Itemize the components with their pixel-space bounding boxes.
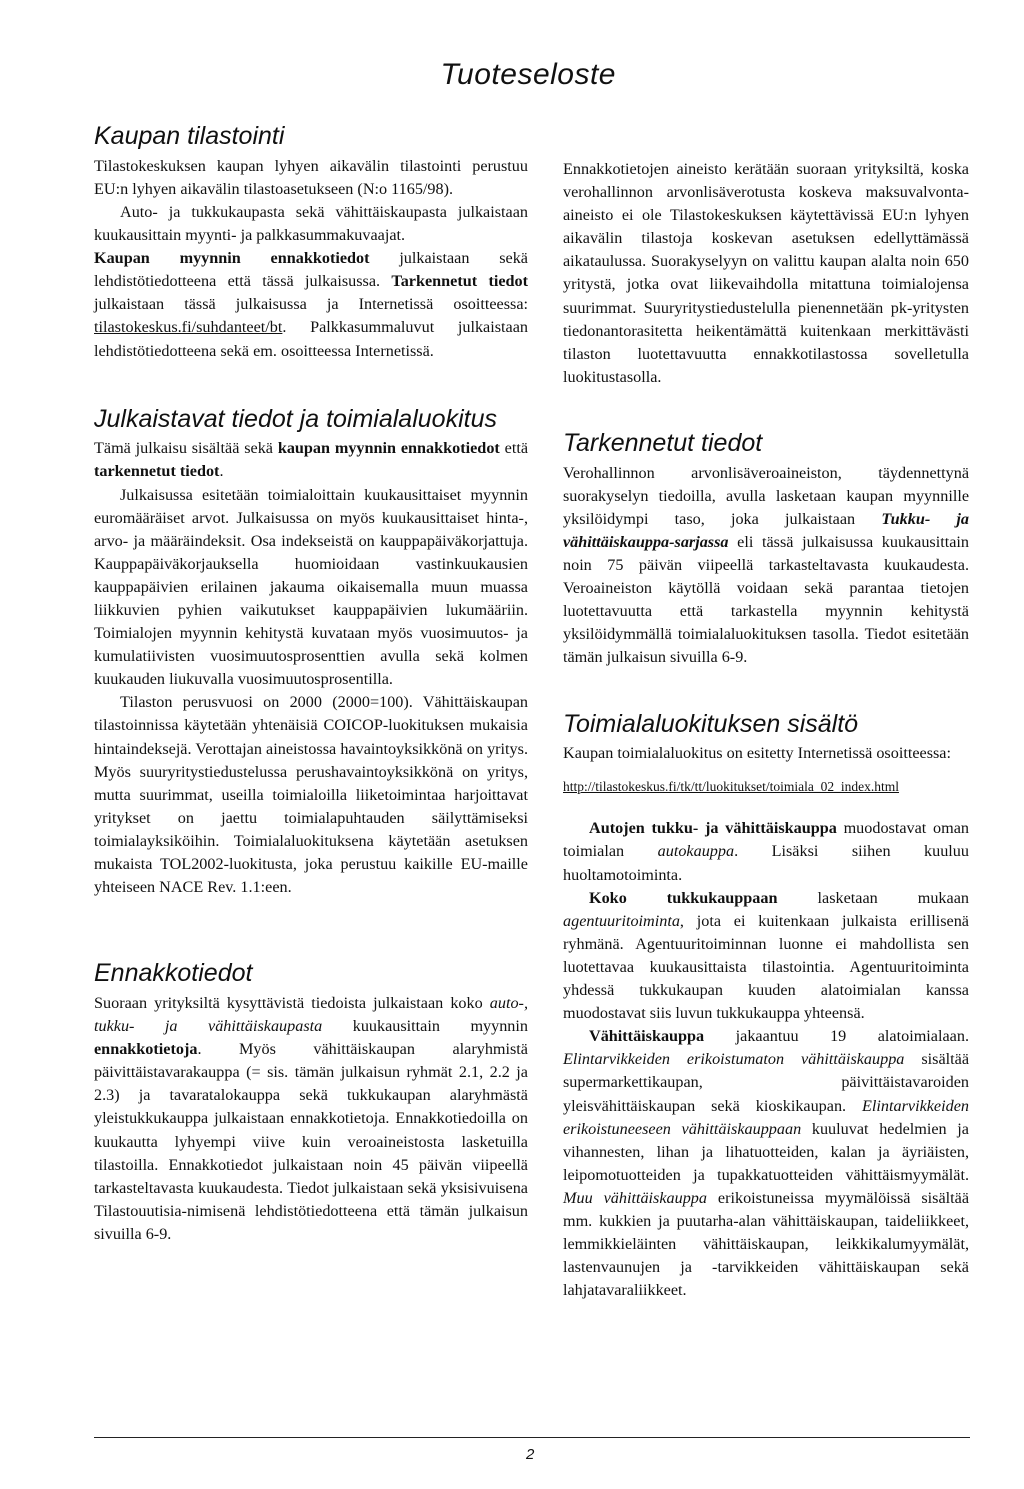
bold-term: Autojen tukku- ja vähittäiskauppa <box>589 819 837 838</box>
italic-term: Elintarvikkeiden erikoistumaton vähittäiskauppa <box>563 1050 905 1069</box>
text-run: Verohallinnon arvonlisäveroaineiston, täydennettynä suorakyselyn tiedoilla, avulla lasketaan kaupan myynnille yksilöidympi taso, joka julkaistaan <box>563 463 969 528</box>
section-heading: Toimialaluokituksen sisältö <box>563 709 859 738</box>
text-run: kuukausittain myynnin <box>322 1017 528 1036</box>
text-run: jakaantuu 19 alatoimialaan. <box>704 1027 969 1046</box>
italic-term: autokauppa <box>657 842 735 861</box>
text-run: erikoistuneissa myymälöissä sisältää mm. kukkien ja puutarha-alan vähittäiskaupan, taideliikkeet, lemmikkieläinten vähittäiskaupan, leikkikalumyymälät, lastenvaunujen ja -tarvikkeiden vähittäiskaupan sekä lahjatavaraliikkeet. <box>563 1188 969 1300</box>
section-toimialaluokituksen-sisalto <box>563 710 969 1303</box>
text-run: julkaistaan tässä julkaisussa ja Internetissä osoitteessa: <box>94 295 528 314</box>
paragraph: Ennakkotietojen aineisto kerätään suoraan yrityksiltä, koska verohallinnon arvonlisäverotusta koskeva maksuvalvonta-aineisto ei ole Tilastokeskuksen käytettävissä EU:n lyhyen aikavälin tilastoja koskevan asetuksen edellyttämässä aikataulussa. Suorakyselyyn on valittu kaupan alalta noin 650 yritystä, jotka ovat liikevaihdolla mitattuna toimialojensa suurimmat. Suuryritystiedustelulla pienennetään pk-yritysten tiedonantorasitetta heikentämättä kuitenkaan merkittävästi tilaston luotettavuutta ennakkotilastossa sovelletulla luokitustasolla. <box>563 160 969 386</box>
paragraph <box>563 887 969 1026</box>
page-header-title: Tuoteseloste <box>440 58 616 91</box>
section-heading: Ennakkotiedot <box>94 959 253 988</box>
bold-term: Vähittäiskauppa <box>589 1027 705 1046</box>
bold-italic-term: Tukku- ja vähittäiskauppa-sarjassa <box>563 509 969 551</box>
paragraph: Auto- ja tukkukaupasta sekä vähittäiskaupasta julkaistaan kuukausittain myynti- ja palkkasummakuvaajat. <box>94 202 528 245</box>
italic-term: Muu vähittäiskauppa <box>563 1188 707 1207</box>
bold-term: tarkennetut tiedot <box>94 462 220 481</box>
text-run: . <box>219 462 224 481</box>
bold-term: Kaupan myynnin ennakkotiedot <box>94 249 370 268</box>
text-run: että <box>499 439 529 458</box>
section-ennakkotiedot <box>94 959 528 1246</box>
paragraph: Julkaisussa esitetään toimialoittain kuukausittaiset myynnin euromääräiset arvot. Julkaisussa on myös kuukausittaiset hinta-, arvo- ja määräindeksit. Osa indekseistä on kauppapäiväkorjattuja. Kauppapäiväkorjauksella huomioidaan vastinkuukausien kauppapäivien erilainen jakauma oikaisemalla muun muassa liikkuvien pyhien vaikutukset kauppapäivien lukumääriin. Toimialojen myynnin kehitystä kuvataan myös vuosimuutos- ja kumulatiivisten vuosimuutosprosenttien avulla sekä kolmen kuukauden liukuvalla vuosimuutosprosentilla. <box>94 485 528 689</box>
left-column <box>94 122 528 1286</box>
paragraph: Kaupan toimialaluokitus on esitetty Internetissä osoitteessa: <box>563 744 951 763</box>
section-julkaistavat-tiedot <box>94 405 528 900</box>
section-heading: Julkaistavat tiedot ja toimialaluokitus <box>94 404 497 433</box>
text-run: eli tässä julkaisussa kuukausittain noin 75 päivän viipeellä tarkasteltavasta kuukaudesta. Veroaineiston käytöllä voidaan sekä parantaa tietojen luotettavuutta että tarkastella myynnin kehitystä yksilöidymmällä toimialaluokituksen tasolla. Tiedot esitetään tämän julkaisun sivuilla 6-9. <box>563 532 969 667</box>
italic-term: agentuuritoiminta <box>563 911 680 930</box>
text-run: sisältää supermarkettikaupan, päivittäistavaroiden yleisvähittäiskaupan sekä kioskikaupan. <box>563 1050 969 1115</box>
paragraph: Tilastokeskuksen kaupan lyhyen aikavälin tilastointi perustuu EU:n lyhyen aikavälin tilastoasetukseen (N:o 1165/98). <box>94 156 528 198</box>
bold-term: Tarkennetut tiedot <box>391 272 529 291</box>
paragraph <box>94 437 528 483</box>
text-run: julkaistaan sekä lehdistötiedotteena että tässä julkaisussa. <box>94 249 528 291</box>
paragraph <box>94 247 528 362</box>
paragraph <box>563 1025 969 1302</box>
text-run: . Lisäksi siihen kuuluu huoltamotoiminta. <box>563 842 969 884</box>
text-run: . Myös vähittäiskaupan alaryhmistä päivittäistavarakauppa (= sis. tämän julkaisun ryhmät 2.1, 2.2 ja 2.3) ja tavaratalokauppa sekä tukkukaupan alaryhmästä yleistukkukauppa julkaistaan ennakkotietoja. Ennakkotiedoilla on kuukautta lyhyempi viive kuin veroaineistosta lasketuilla tilastoilla. Ennakkotiedot julkaistaan noin 45 päivän viipeellä tarkasteltavasta kuukaudesta. Tiedot julkaistaan sekä yksisivuisena Tilastouutisia-nimisenä lehdistötiedotteena että tämän julkaisun sivuilla 6-9. <box>94 1040 528 1243</box>
text-run: . Palkkasummaluvut julkaistaan lehdistötiedotteena sekä em. osoitteessa Internetissä. <box>94 318 528 360</box>
bold-term: Koko tukkukauppaan <box>589 888 778 907</box>
section-ennakkotietojen-aineisto <box>563 158 969 389</box>
page-number: 2 <box>526 1446 535 1463</box>
text-run: muodostavat oman toimialan <box>563 819 970 861</box>
paragraph <box>94 992 528 1246</box>
text-run: Tämä julkaisu sisältää sekä <box>94 439 278 458</box>
text-run: Suoraan yrityksiltä kysyttävistä tiedoista julkaistaan koko <box>94 993 490 1012</box>
paragraph <box>563 817 969 886</box>
right-column <box>563 158 969 1342</box>
section-heading: Tarkennetut tiedot <box>563 428 763 457</box>
italic-term: Elintarvikkeiden erikoistuneeseen vähittäiskauppaan <box>563 1096 969 1138</box>
paragraph <box>563 462 969 670</box>
text-run: , jota ei kuitenkaan julkaista erillisenä ryhmänä. Agentuuritoiminnan luonne ei mahdollista sen luotettavaa kuukausittaista tilastointia. Agentuuritoiminta yhdessä tukkukaupan kuuden alatoimialan kanssa muodostavat siis luvun tukkukauppa yhteensä. <box>563 911 969 1023</box>
text-run: lasketaan mukaan <box>777 888 969 907</box>
section-heading: Kaupan tilastointi <box>94 122 285 150</box>
bold-term: ennakkotietoja <box>94 1040 198 1059</box>
italic-term: auto-, tukku- ja vähittäiskaupasta <box>94 993 528 1036</box>
section-kaupan-tilastointi <box>94 122 528 363</box>
section-tarkennetut-tiedot <box>563 429 969 670</box>
paragraph: Tilaston perusvuosi on 2000 (2000=100). Vähittäiskaupan tilastoinnissa käytetään yhtenäisiä COICOP-luokituksen mukaisia hintaindeksejä. Verottajan aineistossa havaintoyksikkönä on yritys. Myös suuryritystiedustelussa perushavaintoyksikkönä on yritys, mutta suurimmat, useilla toimialoilla liiketoimintaa harjoittavat yritykset on jaettu toimialapuhtauden säilyttämiseksi toimialayksiköihin. Toimialaluokituksena käytetään asetuksen mukaista TOL2002-luokitusta, joka perustuu kaikille EU-maille yhteiseen NACE Rev. 1.1:een. <box>94 693 528 897</box>
footer-divider <box>94 1437 970 1438</box>
text-run: kuuluvat hedelmien ja vihannesten, lihan ja lihatuotteiden, kalan ja äyriäisten, leipomotuotteiden ja tupakkatuotteiden vähittäismyymälät. <box>563 1119 969 1184</box>
bold-term: kaupan myynnin ennakkotiedot <box>277 439 500 458</box>
classification-url-link[interactable]: http://tilastokeskus.fi/tk/tt/luokitukset/toimiala_02_index.html <box>563 779 899 795</box>
statistics-link[interactable]: tilastokeskus.fi/suhdanteet/bt <box>94 318 283 337</box>
